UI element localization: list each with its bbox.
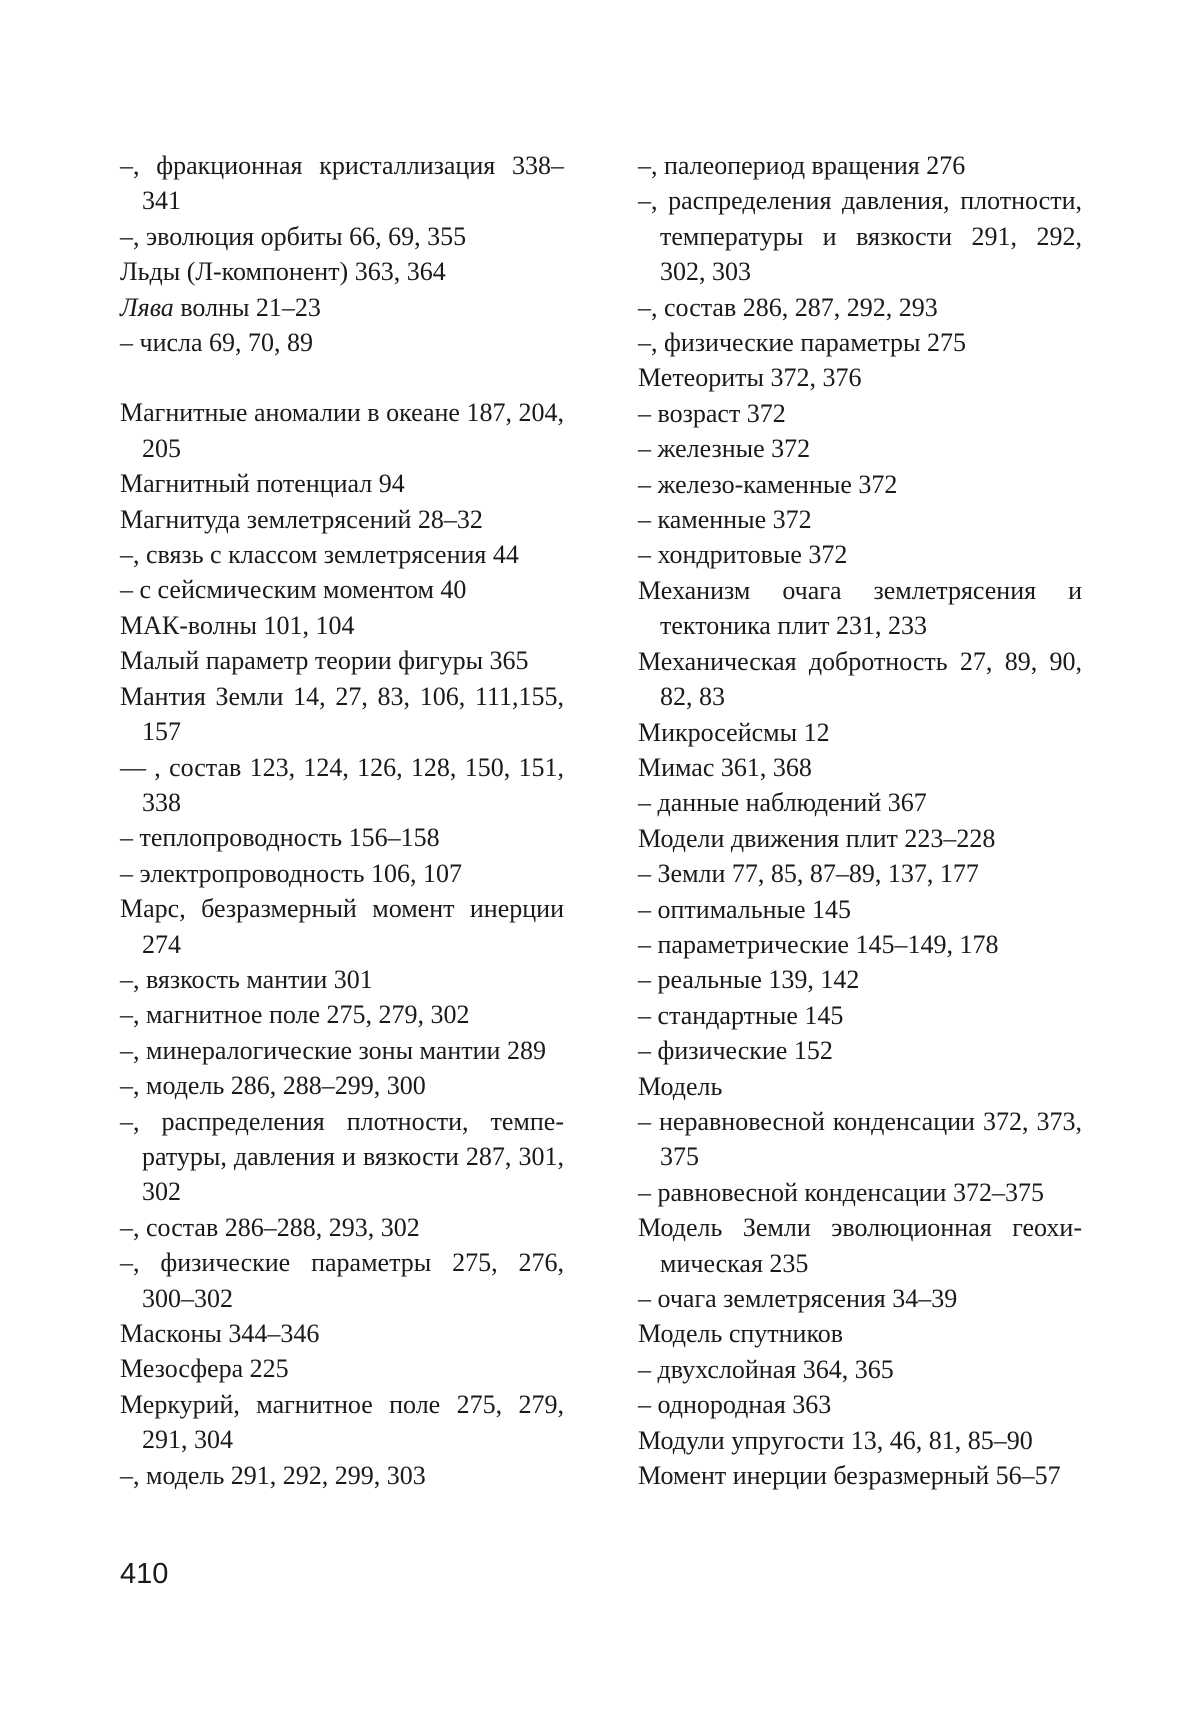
index-entry-text: –, распределения давления, плотности, температуры и вязкости 291, 292, 302, 303 xyxy=(638,186,1082,287)
index-entry-text: Мезосфера 225 xyxy=(120,1354,289,1384)
index-entry-text: Магнитный потенциал 94 xyxy=(120,469,405,499)
index-entry xyxy=(638,1316,1082,1351)
index-entry-text: –, модель 291, 292, 299, 303 xyxy=(120,1460,426,1490)
index-entry-text: –, физические параметры 275, 276, 300–302 xyxy=(120,1248,564,1313)
index-entry-text: – электропроводность 106, 107 xyxy=(120,858,462,888)
index-entry-text: Малый параметр теории фигуры 365 xyxy=(120,646,529,676)
index-entry-text: Магнитные аномалии в океане 187, 204, 205 xyxy=(120,398,564,463)
index-entry xyxy=(638,1175,1082,1210)
index-entry xyxy=(638,1387,1082,1422)
index-entry-text: – однородная 363 xyxy=(638,1390,832,1420)
index-entry-text: – стандартные 145 xyxy=(638,1000,844,1030)
index-entry-text: –, эволюция орбиты 66, 69, 355 xyxy=(120,221,467,251)
index-entry-text: Модель Земли эволюционная геохимическая 235 xyxy=(638,1213,1082,1278)
index-entry xyxy=(120,572,564,607)
index-entry-text: –, состав 286, 287, 292, 293 xyxy=(638,292,938,322)
index-entry-text: Модель xyxy=(638,1071,723,1101)
index-entry-text: Модули упругости 13, 46, 81, 85–90 xyxy=(638,1425,1033,1455)
index-column-right xyxy=(638,148,1082,1493)
index-entry-text: Меркурий, магнитное поле 275, 279, 291, 304 xyxy=(120,1389,564,1455)
index-entry-text: Механическая добротность 27, 89, 90, 82, 83 xyxy=(638,646,1082,712)
index-entry xyxy=(120,537,564,572)
index-entry-text: – оптимальные 145 xyxy=(638,894,851,924)
index-entry xyxy=(638,431,1082,466)
index-entry xyxy=(120,820,564,855)
index-entry-text: Модель спутников xyxy=(638,1319,844,1349)
index-entry-text: – с сейсмическим моментом 40 xyxy=(120,575,467,605)
index-entry-text: — , состав 123, 124, 126, 128, 150, 151, 338 xyxy=(120,752,564,817)
index-entry-text: – очага землетрясения 34–39 xyxy=(638,1284,958,1313)
index-entry xyxy=(120,219,564,254)
index-entry-text: Масконы 344–346 xyxy=(120,1319,320,1348)
index-entry xyxy=(120,1458,564,1493)
index-entry-text: – равновесной конденсации 372–375 xyxy=(638,1177,1044,1207)
index-entry-text: – двухслойная 364, 365 xyxy=(638,1354,894,1384)
index-entry-text: волны 21–23 xyxy=(173,292,321,322)
index-entry-text: – неравновесной конденсации 372, 373, 375 xyxy=(638,1106,1082,1172)
index-entry-text: Момент инерции безразмерный 56–57 xyxy=(638,1461,1061,1491)
index-entry-text: – данные наблюдений 367 xyxy=(638,788,927,818)
index-entry-text: –, минералогические зоны мантии 289 xyxy=(120,1035,546,1065)
index-entry-text: – Земли 77, 85, 87–89, 137, 177 xyxy=(638,859,979,889)
index-entry-text: Мимас 361, 368 xyxy=(638,752,812,782)
index-entry-text: –, состав 286–288, 293, 302 xyxy=(120,1212,420,1242)
index-entry xyxy=(120,502,564,537)
index-entry xyxy=(120,254,564,289)
index-entry xyxy=(120,466,564,501)
index-entry-italic-term: Лява xyxy=(120,292,174,322)
index-column-left xyxy=(120,148,564,1493)
index-entry xyxy=(638,502,1082,537)
index-entry xyxy=(638,962,1082,997)
index-entry-text: –, модель 286, 288–299, 300 xyxy=(120,1071,426,1101)
index-entry xyxy=(638,325,1082,360)
index-entry xyxy=(638,644,1082,715)
index-entry xyxy=(120,1245,564,1316)
index-entry xyxy=(120,1387,564,1458)
index-entry-text: –, вязкость мантии 301 xyxy=(120,964,373,994)
index-entry-text: –, физические параметры 275 xyxy=(638,328,966,358)
page-number: 410 xyxy=(120,1558,169,1590)
index-entry xyxy=(638,892,1082,927)
index-entry-text: – теплопроводность 156–158 xyxy=(120,823,440,853)
index-entry-text: – числа 69, 70, 89 xyxy=(120,328,314,358)
index-entry xyxy=(638,290,1082,325)
index-entry-text: – хондритовые 372 xyxy=(638,540,848,570)
index-entry xyxy=(638,1210,1082,1281)
index-entry xyxy=(638,1352,1082,1387)
index-entry-text: – железо-каменные 372 xyxy=(638,469,898,499)
index-entry xyxy=(120,997,564,1032)
index-entry xyxy=(120,962,564,997)
index-entry xyxy=(638,537,1082,572)
index-entry xyxy=(638,750,1082,785)
index-entry-text: – физические 152 xyxy=(638,1036,833,1066)
index-entry xyxy=(120,148,564,219)
index-entry-text: Микросейсмы 12 xyxy=(638,717,830,747)
index-entry-text: – железные 372 xyxy=(638,434,811,464)
index-entry xyxy=(120,1068,564,1103)
index-entry xyxy=(638,573,1082,644)
index-entry-text: –, магнитное поле 275, 279, 302 xyxy=(120,1000,470,1030)
index-entry-text: Магнитуда землетрясений 28–32 xyxy=(120,504,483,534)
index-entry-text: – возраст 372 xyxy=(638,398,786,428)
index-entry xyxy=(638,1033,1082,1068)
index-entry-text: –, связь с классом землетрясения 44 xyxy=(120,540,519,570)
index-entry xyxy=(120,1104,564,1210)
index-entry xyxy=(638,148,1082,183)
index-entry xyxy=(120,856,564,891)
index-entry xyxy=(120,750,564,821)
index-entry-text: –, распределения плотности, температуры, давления и вязкости 287, 301, 302 xyxy=(120,1106,564,1207)
index-entry xyxy=(638,183,1082,289)
index-entry-text: Механизм очага землетрясения и тектоника плит 231, 233 xyxy=(638,575,1082,641)
index-entry xyxy=(638,821,1082,856)
index-entry xyxy=(638,785,1082,820)
index-entry xyxy=(638,927,1082,962)
index-entry xyxy=(638,467,1082,502)
index-entry xyxy=(120,1210,564,1245)
index-entry-text: Мантия Земли 14, 27, 83, 106, 111,155, 157 xyxy=(120,681,564,747)
index-entry-text: – параметрические 145–149, 178 xyxy=(638,929,999,959)
index-entry-text: –, палеопериод вращения 276 xyxy=(638,151,966,180)
index-entry-text: – реальные 139, 142 xyxy=(638,965,860,995)
index-entry xyxy=(120,1316,564,1351)
index-entry xyxy=(638,1104,1082,1175)
index-entry xyxy=(638,1069,1082,1104)
index-entry-text: Метеориты 372, 376 xyxy=(638,363,862,393)
index-entry xyxy=(638,1423,1082,1458)
index-entry xyxy=(120,395,564,466)
index-entry xyxy=(120,679,564,750)
index-entry xyxy=(120,891,564,962)
index-entry-text: Модели движения плит 223–228 xyxy=(638,823,996,853)
index-entry xyxy=(120,608,564,643)
index-entry xyxy=(638,1458,1082,1493)
index-letter-gap xyxy=(120,360,564,395)
index-entry xyxy=(638,1281,1082,1316)
index-entry xyxy=(638,715,1082,750)
index-entry xyxy=(638,856,1082,891)
index-entry-text: МАК-волны 101, 104 xyxy=(120,610,355,640)
index-entry xyxy=(120,643,564,678)
index-entry-text: –, фракционная кристаллизация 338–341 xyxy=(120,151,564,216)
index-entry xyxy=(638,360,1082,395)
index-entry xyxy=(120,1351,564,1386)
index-entry-text: Льды (Л-компонент) 363, 364 xyxy=(120,257,446,287)
index-entry-text: Марс, безразмерный момент инерции 274 xyxy=(120,894,564,959)
index-entry xyxy=(120,290,564,325)
index-entry xyxy=(638,998,1082,1033)
index-entry xyxy=(120,1033,564,1068)
index-entry-text: – каменные 372 xyxy=(638,505,812,535)
index-entry xyxy=(120,325,564,360)
index-entry xyxy=(638,396,1082,431)
